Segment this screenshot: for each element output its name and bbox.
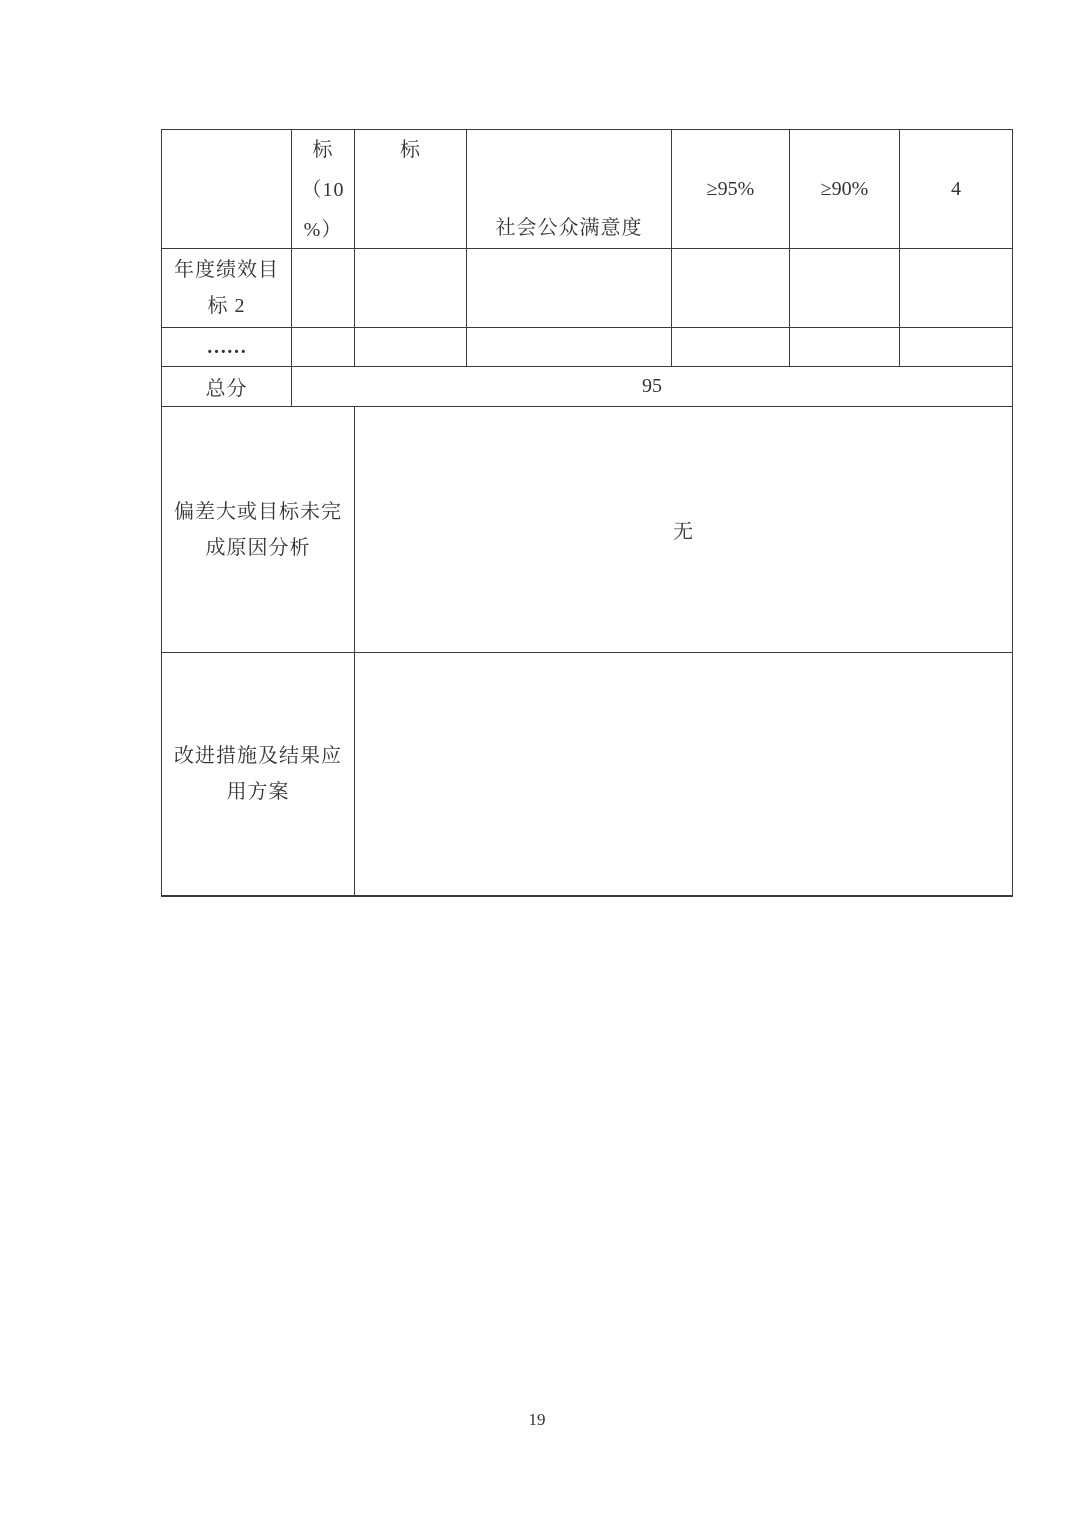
cell-score (900, 129, 1013, 249)
cell-empty (900, 328, 1013, 367)
weight-fragment-line-1: 标 (312, 139, 334, 161)
cell-total-score-value (292, 367, 1013, 407)
cell-empty (355, 328, 467, 367)
indicator-name-text: 社会公众满意度 (495, 217, 643, 239)
annual-goal-2-lines (174, 252, 279, 324)
cell-empty (292, 328, 355, 367)
deviation-analysis-line-1: 偏差大或目标未完 (174, 500, 342, 523)
weight-fragment-line-3: %） (303, 219, 343, 241)
deviation-analysis-lines (174, 494, 342, 566)
score-text: 4 (951, 177, 961, 200)
improvement-plan-line-2: 用方案 (226, 781, 290, 803)
cell-empty (467, 328, 672, 367)
cell-empty (790, 328, 900, 367)
cell-deviation-analysis-label (161, 407, 355, 653)
cell-improvement-plan-label (161, 653, 355, 897)
cell-empty-continuation (161, 129, 292, 249)
ellipsis-text: …… (206, 335, 247, 358)
cell-empty (900, 249, 1013, 328)
improvement-plan-lines (174, 738, 342, 810)
cell-deviation-analysis-value (355, 407, 1013, 653)
total-score-label-text: 总分 (205, 378, 248, 400)
total-score-value-text: 95 (642, 375, 662, 397)
deviation-analysis-line-2: 成原因分析 (205, 536, 311, 559)
annual-goal-2-line-2: 标 2 (207, 295, 246, 317)
cell-empty (790, 249, 900, 328)
target-value-text: ≥95% (706, 177, 755, 200)
cell-indicator-fragment (355, 129, 467, 249)
cell-weight-fragment (292, 129, 355, 249)
cell-empty (672, 249, 790, 328)
cell-empty (467, 249, 672, 328)
cell-empty (292, 249, 355, 328)
weight-fragment-lines (302, 130, 345, 249)
cell-target-value (672, 129, 790, 249)
cell-annual-goal-2-label (161, 249, 292, 328)
cell-indicator-name (467, 129, 672, 249)
cell-improvement-plan-value (355, 653, 1013, 897)
cell-empty (672, 328, 790, 367)
actual-value-text: ≥90% (820, 177, 869, 200)
cell-actual-value (790, 129, 900, 249)
deviation-analysis-value-text: 无 (673, 521, 694, 543)
cell-ellipsis (161, 328, 292, 367)
annual-goal-2-line-1: 年度绩效目 (174, 259, 279, 281)
weight-fragment-line-2: （10 (301, 179, 345, 201)
improvement-plan-line-1: 改进措施及结果应 (174, 745, 342, 767)
performance-table (161, 129, 1013, 897)
indicator-fragment-text: 标 (400, 139, 421, 161)
cell-empty (355, 249, 467, 328)
cell-total-score-label (161, 367, 292, 407)
page-number: 19 (528, 1410, 546, 1429)
